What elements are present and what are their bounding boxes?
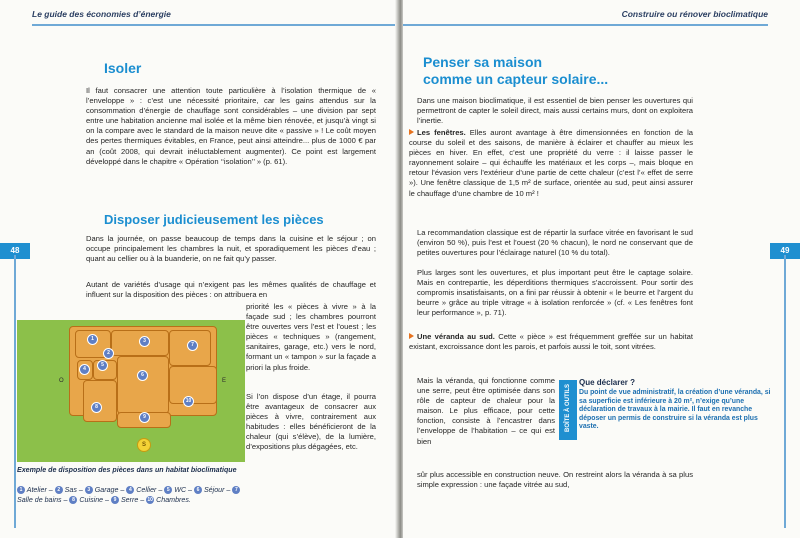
legend-label: Chambres. <box>154 495 191 504</box>
floor-plan-illustration <box>17 320 245 462</box>
paragraph-recommandation: La recommandation classique est de répartir la surface vitrée en favorisant le sud (environ 50 %), puis l’est et l’ouest (20 % chacun), le nord ne conservant que de petites ouvertures pour l’éclairage naturel (10 % du total). <box>417 228 693 258</box>
bullet-icon <box>409 129 414 135</box>
legend-marker-8: 8 <box>69 496 77 504</box>
left-margin-line <box>14 255 16 528</box>
plan-marker-5: 5 <box>97 360 108 371</box>
plan-marker-9: 9 <box>139 412 150 423</box>
legend-marker-6: 6 <box>194 486 202 494</box>
legend-label: Séjour – <box>201 486 233 494</box>
bullet-icon <box>409 333 414 339</box>
plan-marker-10: 10 <box>183 396 194 407</box>
paragraph-veranda-b: Mais la véranda, qui fonctionne comme une serre, peut être optimisée dans son rôle de capteur de chaleur pour la maison. Le plus efficace, pour cette fonction, consiste à l’encastrer dans l’enveloppe de l’habitation – ce qui est bien <box>417 376 555 446</box>
toolbox-label-text: BOÎTE À OUTILS <box>565 384 571 432</box>
heading-isoler: Isoler <box>104 60 142 76</box>
legend-marker-5: 5 <box>164 486 172 494</box>
paragraph-disposer-1: Dans la journée, on passe beaucoup de temps dans la cuisine et le séjour ; on occupe principalement les chambres la nuit, et sporadiquement les pièces d’eau ; quant au cellier ou à la buanderie, on ne fait qu’y passer. <box>86 234 376 264</box>
toolbox-sidebar <box>579 378 773 440</box>
sun-icon: S <box>137 438 151 452</box>
heading-penser <box>423 54 608 88</box>
veranda-text-a: Cette « pièce » est fréquemment greffée sur un habitat existant, excroissance dont les parois, et parfois aussi le toit, sont vitrées. <box>409 332 693 352</box>
paragraph-veranda-c: sûr plus accessible en construction neuve. On restreint alors la véranda à sa plus simple expression : une façade vitrée au sud, <box>417 470 693 490</box>
left-running-head: Le guide des économies d’énergie <box>32 9 171 19</box>
legend-label: Serre – <box>118 495 147 504</box>
legend-label: Garage – <box>92 486 127 494</box>
plan-marker-6: 6 <box>137 370 148 381</box>
legend-label: Atelier – <box>25 486 55 494</box>
paragraph-disposer-2b: priorité les « pièces à vivre » à la façade sud ; les chambres pourront être ouvertes vers l’est et l’ouest ; les pièces « techniques » (rangement, sanitaires, garage, etc.) vers le nord, formant un « tampon » sur la façade a priori la plus froide. <box>246 302 376 372</box>
plan-marker-2: 2 <box>103 348 114 359</box>
right-header-rule <box>403 24 768 26</box>
right-page-number-tab: 49 <box>770 243 800 259</box>
legend-label: Cuisine – <box>77 495 111 504</box>
paragraph-fenetres <box>409 128 693 199</box>
right-running-head: Construire ou rénover bioclimatique <box>621 9 768 19</box>
right-margin-line <box>784 255 786 528</box>
plan-marker-4: 4 <box>79 364 90 375</box>
paragraph-veranda-a <box>409 332 693 352</box>
fenetres-text: Elles auront avantage à être dimensionnées en fonction de la course du soleil et des saisons, de manière à éclairer et chauffer au mieux les pièces en hiver. En effet, c’est une propriété du verre : il laisse passer le rayonnement solaire – qui échauffe les matériaux et les corps –, mais bloque en retour l’évasion vers l’extérieur d’une partie de cette chaleur (c’est l’« effet de serre »). Une fenêtre classique de 1,5 m² de surface, orientée au sud, peut ainsi assurer le chauffage d’une chambre de 10 m² ! <box>409 128 693 198</box>
heading-disposer: Disposer judicieusement les pièces <box>104 212 324 227</box>
figure-caption: Exemple de disposition des pièces dans un habitat bioclimatique <box>17 466 237 474</box>
legend-marker-7: 7 <box>232 486 240 494</box>
room-sejour <box>117 356 169 414</box>
figure-legend <box>17 486 245 505</box>
legend-label: WC – <box>172 486 194 494</box>
paragraph-intro: Dans une maison bioclimatique, il est essentiel de bien penser les ouvertures qui permettront de capter le soleil direct, mais aussi certains murs, dont on exploitera l’inertie. <box>417 96 693 126</box>
paragraph-disposer-3: Si l’on dispose d’un étage, il pourra être avantageux de consacrer aux pièces à vivre, contrairement aux habitudes : elles bénéficieront de la chaleur (qui s’élève), de la lumière, d’expositions plus dégagées, etc. <box>246 392 376 452</box>
legend-marker-10: 10 <box>147 496 153 503</box>
toolbox-title: Que déclarer ? <box>579 378 636 387</box>
legend-label: Salle de bains – <box>17 495 70 504</box>
left-page <box>0 0 397 538</box>
plan-east-label: E <box>222 378 227 384</box>
fenetres-title: Les fenêtres. <box>417 128 466 137</box>
legend-label: Cellier – <box>134 486 165 494</box>
paragraph-ouvertures: Plus larges sont les ouvertures, et plus important peut être le captage solaire. Mais en contrepartie, les déperditions thermiques s’accroissent. Pour sortir des compromis insatisfaisants, on a fini par réussir à obtenir « le beurre et l’argent du beurre » grâce au triple vitrage « à isolation renforcée » (cf. « Les fenêtres font leur performance », p. 71). <box>417 268 693 318</box>
left-header-rule <box>32 24 397 26</box>
plan-west-label: O <box>59 378 64 384</box>
legend-marker-3: 3 <box>85 486 93 494</box>
right-page <box>403 0 800 538</box>
paragraph-isoler: Il faut consacrer une attention toute particulière à l’isolation thermique de « l’enveloppe » : c’est une nécessité prioritaire, car les gains attendus sur la consommation d’énergie de chauffage sont considérables – une division par sept entre une habitation ancienne mal isolée et la même bien rénovée, et jusqu’à vingt si on la compare avec le standard de la maison neuve dite « passive » ! Le coût moyen des pertes thermiques évitables, en France, peut ainsi atteindre... plus de 1000 € par an (coût 2008, qui devrait inéluctablement augmenter). Ce point est largement développé dans le chapitre « Opération ‘‘isolation’’ » (p. 61). <box>86 86 376 166</box>
left-page-number-tab: 48 <box>0 243 30 259</box>
toolbox-label <box>559 380 577 440</box>
legend-marker-4: 4 <box>126 486 134 494</box>
heading-penser-line-2: comme un capteur solaire... <box>423 71 609 87</box>
heading-penser-line-1: Penser sa maison <box>423 54 543 70</box>
legend-label: Sas – <box>62 486 85 494</box>
plan-marker-7: 7 <box>187 340 198 351</box>
plan-marker-8: 8 <box>91 402 102 413</box>
legend-marker-9: 9 <box>111 496 119 504</box>
plan-marker-1: 1 <box>87 334 98 345</box>
paragraph-disposer-2a: Autant de variétés d’usage qui n’exigent pas les mêmes qualités de chauffage et influent sur la disposition des pièces : on attribuera en <box>86 280 376 300</box>
veranda-title: Une véranda au sud. <box>417 332 495 341</box>
room-cuisine <box>83 380 117 422</box>
toolbox-body: Du point de vue administratif, la création d’une véranda, si sa superficie est inférieure à 20 m², n’exige qu’une déclaration de travaux à la mairie. Il faut en revanche déposer un permis de construire si la véranda est plus vaste. <box>579 389 771 431</box>
legend-marker-2: 2 <box>55 486 63 494</box>
legend-marker-1: 1 <box>17 486 25 494</box>
plan-marker-3: 3 <box>139 336 150 347</box>
